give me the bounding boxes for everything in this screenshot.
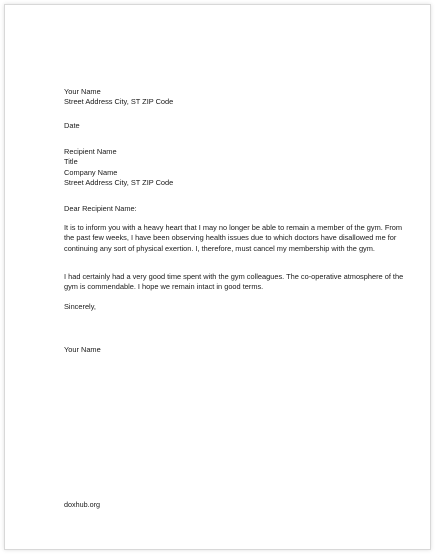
signature-block <box>64 345 406 355</box>
closing: Sincerely, <box>64 302 96 311</box>
letter-date: Date <box>64 121 80 130</box>
sender-address: Street Address City, ST ZIP Code <box>64 97 174 107</box>
signature-name: Your Name <box>64 345 101 354</box>
salutation-block <box>64 204 406 214</box>
sender-block <box>64 87 406 108</box>
paragraph-1 <box>64 223 406 254</box>
recipient-title: Title <box>64 157 78 167</box>
closing-block <box>64 302 406 312</box>
date-block <box>64 121 406 131</box>
sender-name: Your Name <box>64 87 101 96</box>
footer-source: doxhub.org <box>64 500 100 509</box>
recipient-company: Company Name <box>64 167 118 177</box>
recipient-address: Street Address City, ST ZIP Code <box>64 177 174 187</box>
salutation: Dear Recipient Name: <box>64 204 137 213</box>
paragraph-2 <box>64 272 406 293</box>
recipient-name: Recipient Name <box>64 147 117 156</box>
paragraph-text: I had certainly had a very good time spent with the gym colleagues. The co-operative atmosphere of the gym is commendable. I hope we remain intact in good terms. <box>64 272 404 292</box>
paragraph-text: It is to inform you with a heavy heart that I may no longer be able to remain a member of the gym. From the past few weeks, I have been observing health issues due to which doctors have disallowed me for continuing any sort of physical exertion. I, therefore, must cancel my membership with the gym. <box>64 223 403 253</box>
recipient-block <box>64 147 406 188</box>
